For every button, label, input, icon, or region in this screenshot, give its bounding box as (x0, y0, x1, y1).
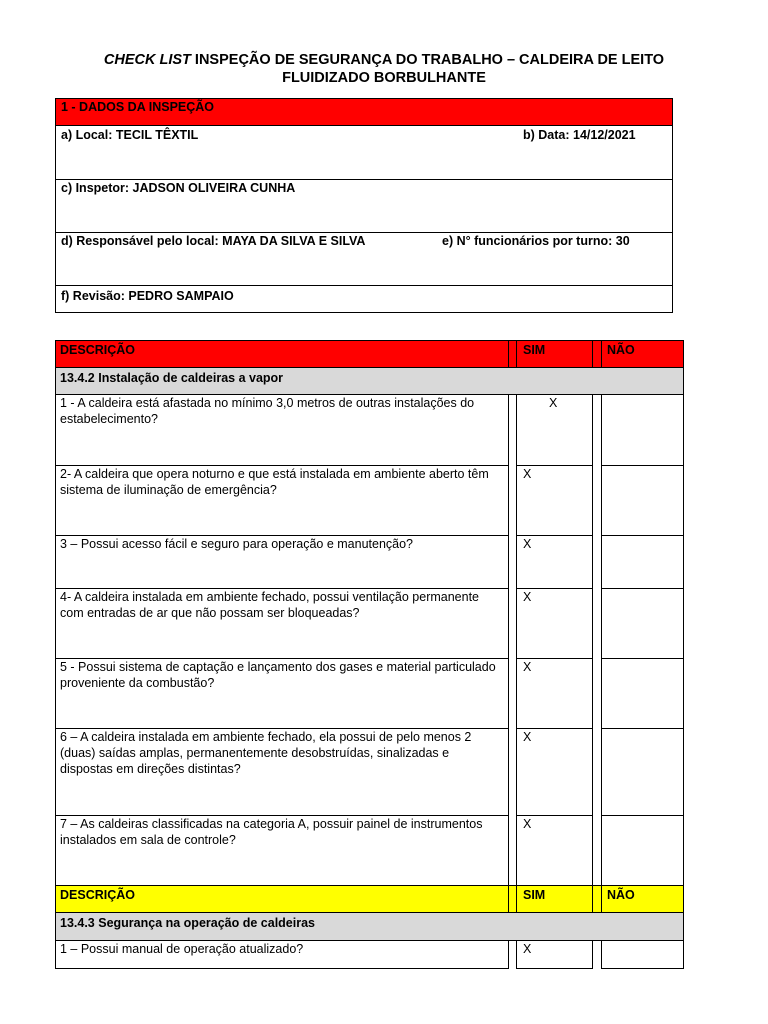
document-title-rest: INSPEÇÃO DE SEGURANÇA DO TRABALHO – CALDEIRA DE LEITO (190, 52, 665, 68)
section1-title-row (55, 367, 684, 395)
section1-item-yes-mark: X (523, 817, 532, 831)
section1-item-text: 4- A caldeira instalada em ambiente fechado, possui ventilação permanente com entradas de ar que não possam ser bloqueadas? (60, 590, 480, 620)
section1-item-text: 6 – A caldeira instalada em ambiente fechado, ela possui de pelo menos 2 (duas) saídas amplas, permanentemente desobstruídas, sinalizadas e dispostas em direções distintas? (60, 730, 472, 776)
checklist2-header-yes-label: SIM (523, 888, 546, 902)
section1-item-yes-cell[interactable] (516, 465, 593, 536)
section1-item-yes-mark: X (523, 730, 532, 744)
section1-item-4 (55, 588, 509, 659)
section1-item-1 (55, 394, 509, 466)
checklist-header-no (601, 340, 684, 368)
section1-item-yes-mark: X (523, 537, 532, 551)
section1-item-yes-mark: X (523, 590, 532, 604)
inspection-revision: f) Revisão: PEDRO SAMPAIO (61, 289, 234, 303)
inspection-row-responsible (55, 232, 673, 286)
section2-title: 13.4.3 Segurança na operação de caldeiras (60, 916, 315, 930)
section1-item-yes-mark: X (549, 396, 558, 410)
section1-item-text: 5 - Possui sistema de captação e lançamento dos gases e material particulado proveniente da combustão? (60, 660, 496, 690)
section1-item-yes-mark: X (523, 467, 532, 481)
checklist-header-yes (516, 340, 593, 368)
inspection-employees: e) N° funcionários por turno: 30 (442, 234, 630, 248)
inspection-row-local (55, 125, 673, 180)
section1-item-no-cell[interactable] (601, 588, 684, 659)
section1-item-yes-cell[interactable] (516, 658, 593, 729)
checklist2-header-desc-label: DESCRIÇÃO (60, 888, 136, 902)
section2-title-row (55, 912, 684, 941)
section1-item-7 (55, 815, 509, 886)
section1-item-no-cell[interactable] (601, 728, 684, 816)
inspection-date: b) Data: 14/12/2021 (523, 128, 636, 142)
section1-item-no-cell[interactable] (601, 394, 684, 466)
section1-item-yes-mark: X (523, 660, 532, 674)
checklist-header-no-label: NÃO (607, 343, 635, 357)
checklist2-header-no (601, 885, 684, 913)
checklist2-header-desc (55, 885, 509, 913)
section1-item-5 (55, 658, 509, 729)
document-title-line2: FLUIDIZADO BORBULHANTE (282, 70, 486, 86)
section1-item-text: 1 - A caldeira está afastada no mínimo 3,0 metros de outras instalações do estabelecimento? (60, 396, 475, 426)
section1-item-text: 3 – Possui acesso fácil e seguro para operação e manutenção? (60, 537, 414, 551)
section1-item-yes-cell[interactable] (516, 394, 593, 466)
inspection-inspector: c) Inspetor: JADSON OLIVEIRA CUNHA (61, 181, 296, 195)
inspection-header (55, 98, 673, 126)
section1-item-no-cell[interactable] (601, 815, 684, 886)
section1-item-no-cell[interactable] (601, 658, 684, 729)
inspection-row-revision (55, 285, 673, 313)
inspection-section-title: 1 - DADOS DA INSPEÇÃO (61, 100, 215, 114)
checklist-header-desc (55, 340, 509, 368)
section1-item-yes-cell[interactable] (516, 588, 593, 659)
document-title (60, 51, 708, 87)
section1-item-no-cell[interactable] (601, 465, 684, 536)
inspection-row-inspector (55, 179, 673, 233)
section1-item-text: 7 – As caldeiras classificadas na categoria A, possuir painel de instrumentos instalados em sala de controle? (60, 817, 483, 847)
section1-item-3 (55, 535, 509, 589)
section1-item-2 (55, 465, 509, 536)
section1-item-6 (55, 728, 509, 816)
checklist-header-desc-label: DESCRIÇÃO (60, 343, 136, 357)
section1-title: 13.4.2 Instalação de caldeiras a vapor (60, 371, 284, 385)
checklist2-header-no-label: NÃO (607, 888, 635, 902)
section1-item-no-cell[interactable] (601, 535, 684, 589)
checklist2-header-yes (516, 885, 593, 913)
section2-item-yes-mark: X (523, 942, 532, 956)
section1-item-yes-cell[interactable] (516, 535, 593, 589)
document-title-italic: CHECK LIST (103, 52, 191, 68)
checklist-header-yes-label: SIM (523, 343, 546, 357)
section1-item-yes-cell[interactable] (516, 728, 593, 816)
inspection-local: a) Local: TECIL TÊXTIL (61, 128, 199, 142)
section1-item-text: 2- A caldeira que opera noturno e que está instalada em ambiente aberto têm sistema de iluminação de emergência? (60, 467, 489, 497)
section2-item-yes-cell[interactable] (516, 940, 593, 969)
section2-item-1 (55, 940, 509, 969)
section1-item-yes-cell[interactable] (516, 815, 593, 886)
section2-item-no-cell[interactable] (601, 940, 684, 969)
section2-item-text: 1 – Possui manual de operação atualizado? (60, 942, 304, 956)
inspection-responsible: d) Responsável pelo local: MAYA DA SILVA E SILVA (61, 234, 366, 248)
